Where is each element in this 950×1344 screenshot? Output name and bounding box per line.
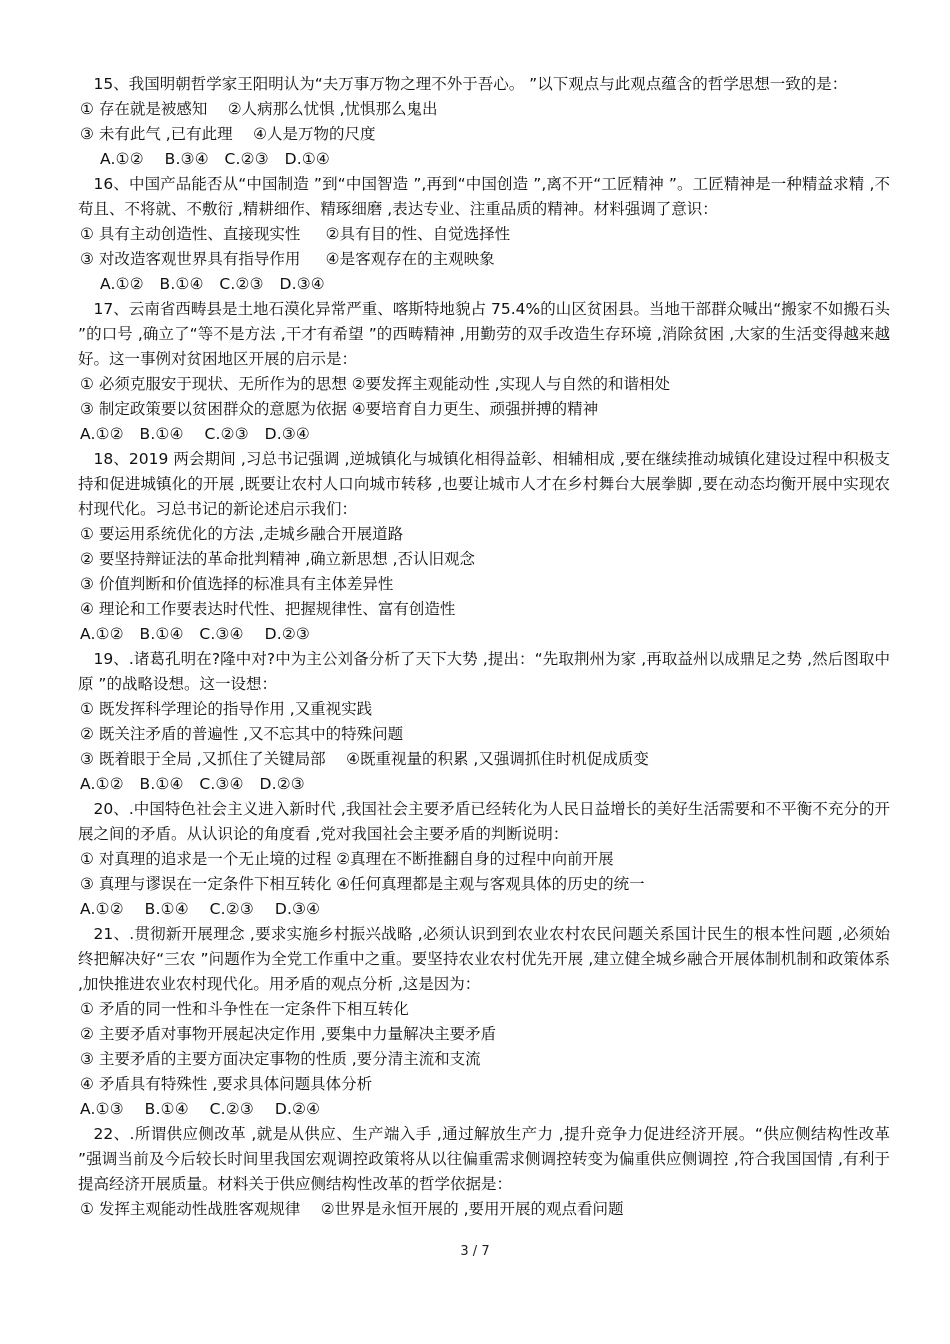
question-stem: 17、云南省西畴县是土地石漠化异常严重、喀斯特地貌占 75.4%的山区贫困县。当地干部群众喊出“搬家不如搬石头 ”的口号 ,确立了“等不是方法 ,干才有希望 ”的西畴精神 ,用勤劳的双手改造生存环境 ,消除贫困 ,大家的生活变得越来越好。这一事例对贫困地区开展的启示是： bbox=[78, 300, 890, 368]
answer-choices: A.①② B.①④ C.②③ D.③④ bbox=[80, 425, 311, 443]
option-line: ③ 真理与谬误在一定条件下相互转化 ④任何真理都是主观与客观具体的历史的统一 bbox=[80, 875, 645, 893]
question-stem: 20、.中国特色社会主义进入新时代 ,我国社会主要矛盾已经转化为人民日益增长的美好生活需要和不平衡不充分的开展之间的矛盾。从认识论的角度看 ,党对我国社会主要矛盾的判断说明： bbox=[78, 800, 890, 843]
question-stem: 22、.所谓供应侧改革 ,就是从供应、生产端入手 ,通过解放生产力 ,提升竞争力促进经济开展。“供应侧结构性改革 ”强调当前及今后较长时间里我国宏观调控政策将从以往偏重需求侧调控转变为偏重供应侧调控 ,符合我国国情 ,有利于提高经济开展质量。材料关于供应侧结构性改革的哲学依据是： bbox=[78, 1125, 890, 1193]
option-line: ① 具有主动创造性、直接现实性 ②具有目的性、自觉选择性 bbox=[80, 225, 511, 243]
question-stem: 19、.诸葛孔明在?隆中对?中为主公刘备分析了天下大势 ,提出：“先取荆州为家 ,再取益州以成鼎足之势 ,然后图取中原 ”的战略设想。这一设想： bbox=[78, 650, 890, 693]
question-17 bbox=[78, 297, 890, 447]
question-22 bbox=[78, 1122, 890, 1222]
option-line: ① 存在就是被感知 ②人病那么忧惧 ,忧惧那么鬼出 bbox=[80, 100, 438, 118]
option-line: ④ 理论和工作要表达时代性、把握规律性、富有创造性 bbox=[80, 600, 456, 618]
option-line: ③ 既着眼于全局 ,又抓住了关键局部 ④既重视量的积累 ,又强调抓住时机促成质变 bbox=[80, 750, 649, 768]
option-line: ② 主要矛盾对事物开展起决定作用 ,要集中力量解决主要矛盾 bbox=[80, 1025, 497, 1043]
option-line: ① 必须克服安于现状、无所作为的思想 ②要发挥主观能动性 ,实现人与自然的和谐相处 bbox=[80, 375, 671, 393]
answer-choices: A.①③ B.①④ C.②③ D.②④ bbox=[80, 1100, 321, 1118]
question-stem: 15、我国明朝哲学家王阳明认为“夫万事万物之理不外于吾心。 ”以下观点与此观点蕴含的哲学思想一致的是： bbox=[93, 75, 848, 93]
option-line: ① 既发挥科学理论的指导作用 ,又重视实践 bbox=[80, 700, 373, 718]
question-21 bbox=[78, 922, 890, 1122]
option-line: ③ 制定政策要以贫困群众的意愿为依据 ④要培育自力更生、顽强拼搏的精神 bbox=[80, 400, 599, 418]
question-15 bbox=[78, 72, 890, 172]
option-line: ④ 矛盾具有特殊性 ,要求具体问题具体分析 bbox=[80, 1075, 373, 1093]
option-line: ③ 对改造客观世界具有指导作用 ④是客观存在的主观映象 bbox=[80, 250, 495, 268]
answer-choices: A.①② B.①④ C.②③ D.③④ bbox=[100, 275, 325, 293]
page-number: 3 / 7 bbox=[460, 1244, 490, 1259]
question-20 bbox=[78, 797, 890, 922]
option-line: ① 对真理的追求是一个无止境的过程 ②真理在不断推翻自身的过程中向前开展 bbox=[80, 850, 614, 868]
question-stem: 16、中国产品能否从“中国制造 ”到“中国智造 ”,再到“中国创造 ”,离不开“工匠精神 ”。工匠精神是一种精益求精 ,不苟且、不将就、不敷衍 ,精耕细作、精琢细磨 ,表达专业、注重品质的精神。材料强调了意识： bbox=[78, 175, 890, 218]
question-19 bbox=[78, 647, 890, 797]
answer-choices: A.①② B.③④ C.②③ D.①④ bbox=[100, 150, 331, 168]
document-body bbox=[78, 72, 890, 1222]
option-line: ① 要运用系统优化的方法 ,走城乡融合开展道路 bbox=[80, 525, 404, 543]
answer-choices: A.①② B.①④ C.②③ D.③④ bbox=[80, 900, 321, 918]
option-line: ② 要坚持辩证法的革命批判精神 ,确立新思想 ,否认旧观念 bbox=[80, 550, 476, 568]
option-line: ② 既关注矛盾的普遍性 ,又不忘其中的特殊问题 bbox=[80, 725, 404, 743]
option-line: ① 发挥主观能动性战胜客观规律 ②世界是永恒开展的 ,要用开展的观点看问题 bbox=[80, 1200, 624, 1218]
answer-choices: A.①② B.①④ C.③④ D.②③ bbox=[80, 625, 311, 643]
option-line: ③ 主要矛盾的主要方面决定事物的性质 ,要分清主流和支流 bbox=[80, 1050, 481, 1068]
option-line: ③ 未有此气 ,已有此理 ④人是万物的尺度 bbox=[80, 125, 376, 143]
option-line: ③ 价值判断和价值选择的标准具有主体差异性 bbox=[80, 575, 394, 593]
question-stem: 18、2019 两会期间 ,习总书记强调 ,逆城镇化与城镇化相得益彰、相辅相成 ,要在继续推动城镇化建设过程中积极支持和促进城镇化的开展 ,既要让农村人口向城市转移 ,也要让城市人才在乡村舞台大展拳脚 ,要在动态均衡开展中实现农村现代化。习总书记的新论述启示我们： bbox=[78, 450, 890, 518]
question-stem: 21、.贯彻新开展理念 ,要求实施乡村振兴战略 ,必须认识到到农业农村农民问题关系国计民生的根本性问题 ,必须始终把解决好“三农 ”问题作为全党工作重中之重。要坚持农业农村优先开展 ,建立健全城乡融合开展体制机制和政策体系 ,加快推进农业农村现代化。用矛盾的观点分析 ,这是因为： bbox=[78, 925, 890, 993]
answer-choices: A.①② B.①④ C.③④ D.②③ bbox=[80, 775, 305, 793]
question-18 bbox=[78, 447, 890, 647]
option-line: ① 矛盾的同一性和斗争性在一定条件下相互转化 bbox=[80, 1000, 409, 1018]
question-16 bbox=[78, 172, 890, 297]
